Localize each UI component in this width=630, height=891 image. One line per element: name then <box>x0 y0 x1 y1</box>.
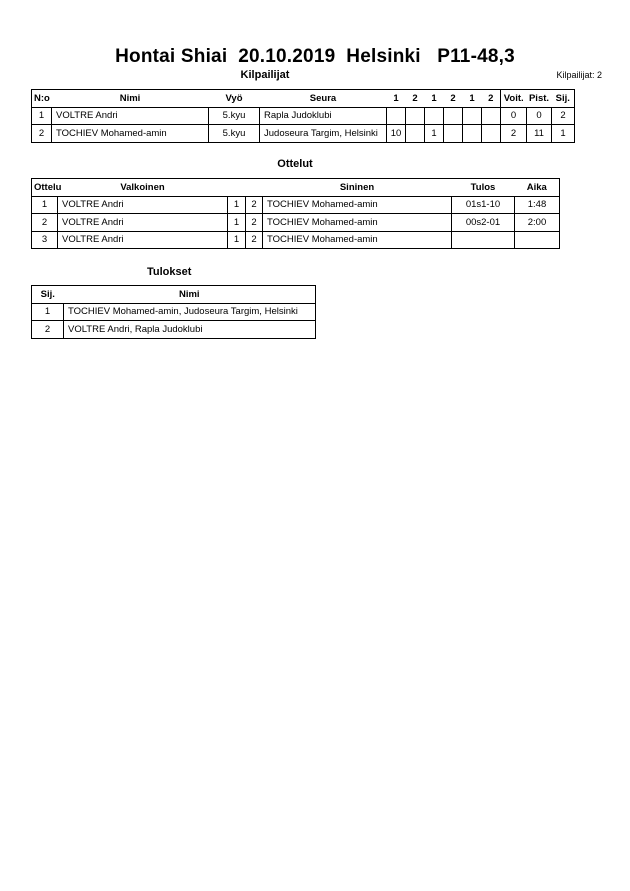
match-marker: 2 <box>246 196 263 214</box>
col-header-belt: Vyö <box>209 90 260 108</box>
result-name: VOLTRE Andri, Rapla Judoklubi <box>64 321 316 339</box>
results-header-row <box>32 286 316 304</box>
round-score <box>444 107 463 125</box>
match-marker: 1 <box>228 214 246 232</box>
round-score <box>444 125 463 143</box>
col-header-blank <box>228 179 246 197</box>
competitor-name: VOLTRE Andri <box>52 107 209 125</box>
competitor-club: Rapla Judoklubi <box>260 107 387 125</box>
col-header-match: Ottelu <box>32 179 58 197</box>
round-score <box>406 125 425 143</box>
matches-section-title: Ottelut <box>277 158 313 170</box>
competitor-points: 11 <box>527 125 552 143</box>
white-fighter: VOLTRE Andri <box>58 214 228 232</box>
col-header-points: Pist. <box>527 90 552 108</box>
table-row <box>32 196 560 214</box>
competitor-points: 0 <box>527 107 552 125</box>
competitor-wins: 0 <box>501 107 527 125</box>
col-header-name: Nimi <box>52 90 209 108</box>
competitor-belt: 5.kyu <box>209 107 260 125</box>
col-header-round: 2 <box>482 90 501 108</box>
table-row <box>32 214 560 232</box>
col-header-no: N:o <box>32 90 52 108</box>
competitor-count: Kilpailijat: 2 <box>556 70 602 80</box>
col-header-time: Aika <box>515 179 560 197</box>
match-result <box>452 231 515 249</box>
round-score <box>482 107 501 125</box>
table-row <box>32 107 575 125</box>
match-marker: 2 <box>246 214 263 232</box>
col-header-blank <box>246 179 263 197</box>
blue-fighter: TOCHIEV Mohamed-amin <box>263 196 452 214</box>
competitor-place: 1 <box>552 125 575 143</box>
matches-table <box>31 178 560 249</box>
match-no: 3 <box>32 231 58 249</box>
match-result: 01s1-10 <box>452 196 515 214</box>
round-score <box>482 125 501 143</box>
col-header-round: 1 <box>387 90 406 108</box>
col-header-round: 2 <box>406 90 425 108</box>
round-score <box>406 107 425 125</box>
blue-fighter: TOCHIEV Mohamed-amin <box>263 231 452 249</box>
col-header-name: Nimi <box>64 286 316 304</box>
competitor-no: 2 <box>32 125 52 143</box>
competitor-belt: 5.kyu <box>209 125 260 143</box>
round-score <box>387 107 406 125</box>
table-row <box>32 303 316 321</box>
round-score <box>463 107 482 125</box>
match-result: 00s2-01 <box>452 214 515 232</box>
table-row <box>32 125 575 143</box>
round-score: 10 <box>387 125 406 143</box>
table-row <box>32 231 560 249</box>
col-header-wins: Voit. <box>501 90 527 108</box>
competitors-table <box>31 89 575 143</box>
match-marker: 1 <box>228 196 246 214</box>
results-table <box>31 285 316 339</box>
match-marker: 2 <box>246 231 263 249</box>
white-fighter: VOLTRE Andri <box>58 196 228 214</box>
blue-fighter: TOCHIEV Mohamed-amin <box>263 214 452 232</box>
match-time: 1:48 <box>515 196 560 214</box>
col-header-round: 1 <box>463 90 482 108</box>
competitor-club: Judoseura Targim, Helsinki <box>260 125 387 143</box>
col-header-white: Valkoinen <box>58 179 228 197</box>
result-place: 2 <box>32 321 64 339</box>
col-header-place: Sij. <box>552 90 575 108</box>
col-header-blue: Sininen <box>263 179 452 197</box>
competitor-no: 1 <box>32 107 52 125</box>
competitor-wins: 2 <box>501 125 527 143</box>
result-name: TOCHIEV Mohamed-amin, Judoseura Targim, Helsinki <box>64 303 316 321</box>
page-title: Hontai Shiai 20.10.2019 Helsinki P11-48,3 <box>115 46 515 67</box>
table-row <box>32 321 316 339</box>
match-no: 1 <box>32 196 58 214</box>
col-header-result: Tulos <box>452 179 515 197</box>
match-no: 2 <box>32 214 58 232</box>
matches-header-row <box>32 179 560 197</box>
result-place: 1 <box>32 303 64 321</box>
match-time: 2:00 <box>515 214 560 232</box>
match-marker: 1 <box>228 231 246 249</box>
round-score <box>463 125 482 143</box>
competitor-name: TOCHIEV Mohamed-amin <box>52 125 209 143</box>
white-fighter: VOLTRE Andri <box>58 231 228 249</box>
col-header-place: Sij. <box>32 286 64 304</box>
round-score: 1 <box>425 125 444 143</box>
col-header-round: 2 <box>444 90 463 108</box>
match-time <box>515 231 560 249</box>
round-score <box>425 107 444 125</box>
competitors-header-row <box>32 90 575 108</box>
col-header-round: 1 <box>425 90 444 108</box>
competitor-place: 2 <box>552 107 575 125</box>
competitors-section-title: Kilpailijat <box>240 69 290 81</box>
col-header-club: Seura <box>260 90 387 108</box>
results-section-title: Tulokset <box>147 266 192 278</box>
